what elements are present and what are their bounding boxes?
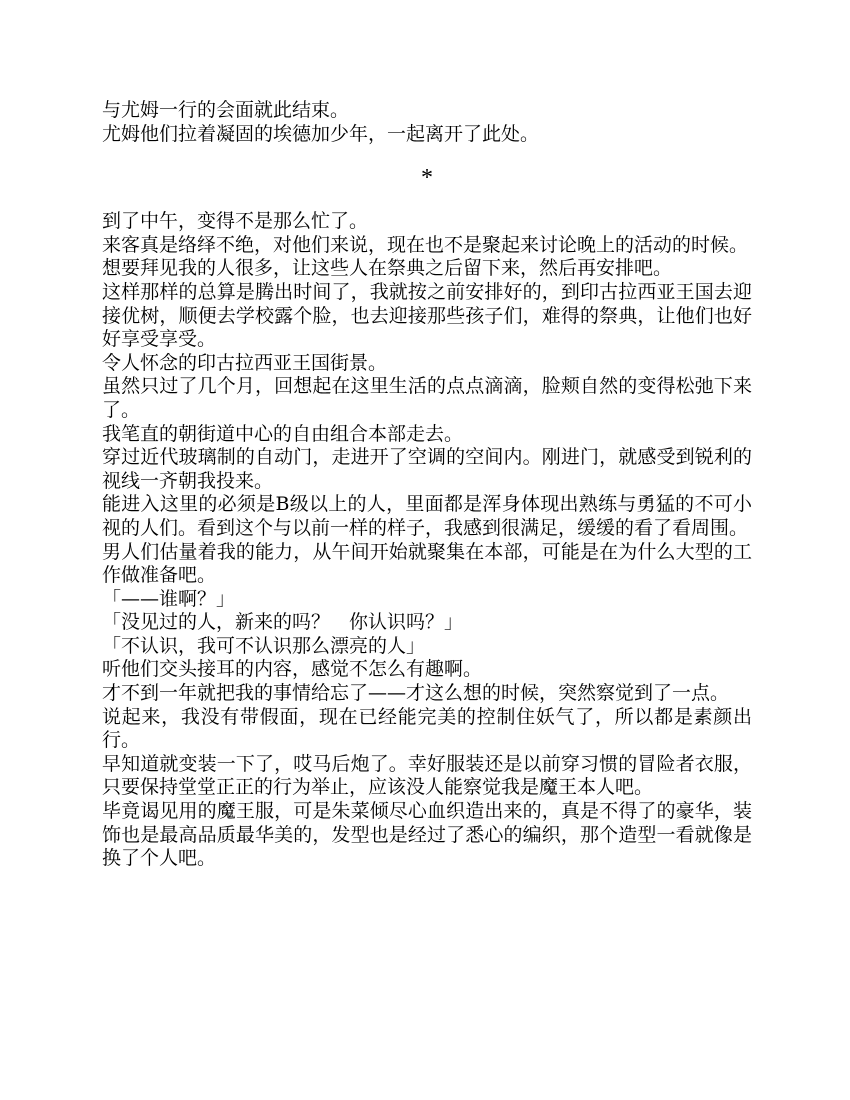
paragraph: 说起来，我没有带假面，现在已经能完美的控制住妖气了，所以都是素颜出行。: [102, 705, 752, 752]
paragraph: 男人们估量着我的能力，从午间开始就聚集在本部，可能是在为什么大型的工作做准备吧。: [102, 540, 752, 587]
paragraph: 虽然只过了几个月，回想起在这里生活的点点滴滴，脸颊自然的变得松弛下来了。: [102, 375, 752, 421]
scene-break-separator: *: [421, 165, 433, 192]
paragraph: 穿过近代玻璃制的自动门，走进开了空调的空间内。刚进门，就感受到锐利的视线一齐朝我投来。: [102, 446, 752, 492]
paragraph: 到了中午，变得不是那么忙了。: [102, 210, 369, 233]
paragraph: 来客真是络绎不绝，对他们来说，现在也不是聚起来讨论晚上的活动的时候。: [102, 233, 749, 256]
paragraph: 想要拜见我的人很多，让这些人在祭典之后留下来，然后再安排吧。: [102, 257, 673, 280]
paragraph: 令人怀念的印古拉西亚王国街景。: [102, 351, 388, 374]
dialogue-line: 「没见过的人，新来的吗？ 你认识吗？」: [102, 611, 464, 634]
paragraph: 我笔直的朝街道中心的自由组合本部走去。: [102, 422, 464, 445]
paragraph: 听他们交头接耳的内容，感觉不怎么有趣啊。: [102, 658, 483, 681]
paragraph: 能进入这里的必须是B级以上的人，里面都是浑身体现出熟练与勇猛的不可小视的人们。看到这个与以前一样的样子，我感到很满足，缓缓的看了看周围。: [102, 493, 752, 539]
paragraph: 毕竟谒见用的魔王服，可是朱菜倾尽心血织造出来的，真是不得了的豪华，装饰也是最高品质最华美的，发型也是经过了悉心的编织，那个造型一看就像是换了个人吧。: [102, 800, 752, 870]
paragraph: 早知道就变装一下了，哎马后炮了。幸好服装还是以前穿习惯的冒险者衣服，只要保持堂堂正正的行为举止，应该没人能察觉我是魔王本人吧。: [102, 752, 752, 799]
paragraph: 与尤姆一行的会面就此结束。: [102, 99, 350, 121]
document-body: [102, 99, 752, 871]
paragraph: 这样那样的总算是腾出时间了，我就按之前安排好的，到印古拉西亚王国去迎接优树，顺便去学校露个脸，也去迎接那些孩子们，难得的祭典，让他们也好好享受享受。: [102, 280, 752, 351]
paragraph: 才不到一年就把我的事情给忘了——才这么想的时候，突然察觉到了一点。: [102, 682, 730, 705]
dialogue-line: 「不认识，我可不认识那么漂亮的人」: [102, 634, 426, 657]
paragraph: 尤姆他们拉着凝固的埃德加少年，一起离开了此处。: [102, 122, 540, 145]
dialogue-line: 「——谁啊？」: [102, 587, 236, 610]
